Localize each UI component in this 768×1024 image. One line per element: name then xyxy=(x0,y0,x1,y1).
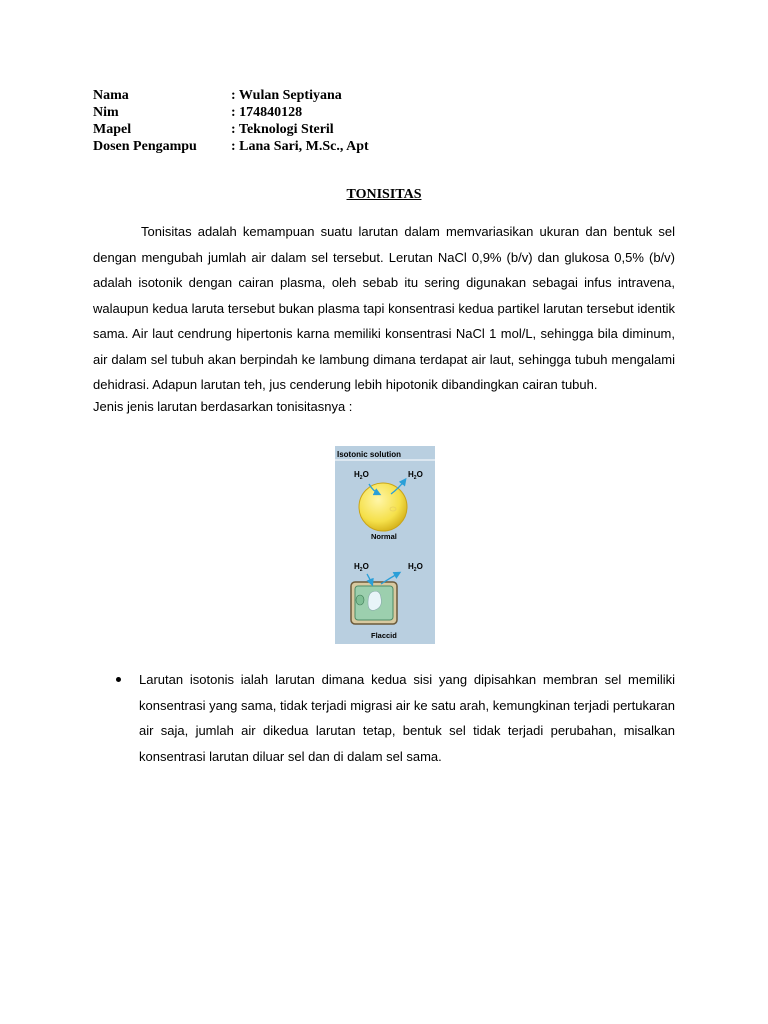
info-row-nim xyxy=(93,104,369,121)
info-value: : 174840128 xyxy=(231,105,303,120)
normal-label: Normal xyxy=(371,532,397,541)
water-label-right: $H_2O$ xyxy=(408,470,423,481)
info-label: Nim xyxy=(93,105,119,120)
flaccid-label: Flaccid xyxy=(371,631,397,640)
water-label-left-2: $H_2O$ xyxy=(354,562,369,573)
vacuole xyxy=(368,591,381,610)
isotonic-diagram xyxy=(335,446,435,644)
water-label-left: $H_2O$ xyxy=(354,470,369,481)
info-value: : Wulan Septiyana xyxy=(231,88,342,103)
info-value: : Teknologi Steril xyxy=(231,122,334,137)
water-label-right-2: $H_2O$ xyxy=(408,562,423,573)
info-row-nama xyxy=(93,87,369,104)
figure-title: Isotonic solution xyxy=(337,450,401,459)
section-subheading: Jenis jenis larutan berdasarkan tonisitasnya : xyxy=(93,399,353,414)
info-label: Mapel xyxy=(93,122,132,137)
info-row-mapel xyxy=(93,121,369,138)
animal-cell xyxy=(359,483,407,531)
list-item xyxy=(93,667,675,769)
body-paragraph: Tonisitas adalah kemampuan suatu larutan dalam memvariasikan ukuran dan bentuk sel dengan mengubah jumlah air dalam sel tersebut. Lerutan NaCl 0,9% (b/v) dan glukosa 0,5% (b/v) adalah isotonik dengan cairan plasma, oleh sebab itu sering digunakan sebagai infus intravena, walaupun kedua laruta tersebut bukan plasma tapi konsentrasi kedua partikel larutan tersebut identik sama. Air laut cendrung hipertonis karna memiliki konsentrasi NaCl 1 mol/L, sehingga bila diminum, air dalam sel tubuh akan berpindah ke lambung dimana terdapat air laut, sehingga tubuh mengalami dehidrasi. Adapun larutan teh, jus cenderung lebih hipotonik dibandingkan cairan tubuh. xyxy=(93,224,675,392)
bullet-list xyxy=(93,667,675,769)
info-label: Nama xyxy=(93,88,129,103)
info-label: Dosen Pengampu xyxy=(93,139,197,154)
info-value: : Lana Sari, M.Sc., Apt xyxy=(231,139,369,154)
document-title: TONISITAS xyxy=(346,187,422,202)
student-info xyxy=(93,87,369,155)
bullet-text: Larutan isotonis ialah larutan dimana kedua sisi yang dipisahkan membran sel memiliki konsentrasi yang sama, tidak terjadi migrasi air ke satu arah, kemungkinan terjadi pertukaran air saja, jumlah air dikedua larutan tetap, bentuk sel tidak terjadi perubahan, misalkan konsentrasi larutan diluar sel dan di dalam sel sama. xyxy=(139,672,675,764)
isotonic-figure xyxy=(335,446,435,644)
info-row-dosen xyxy=(93,138,369,155)
bullet-icon xyxy=(116,677,121,682)
